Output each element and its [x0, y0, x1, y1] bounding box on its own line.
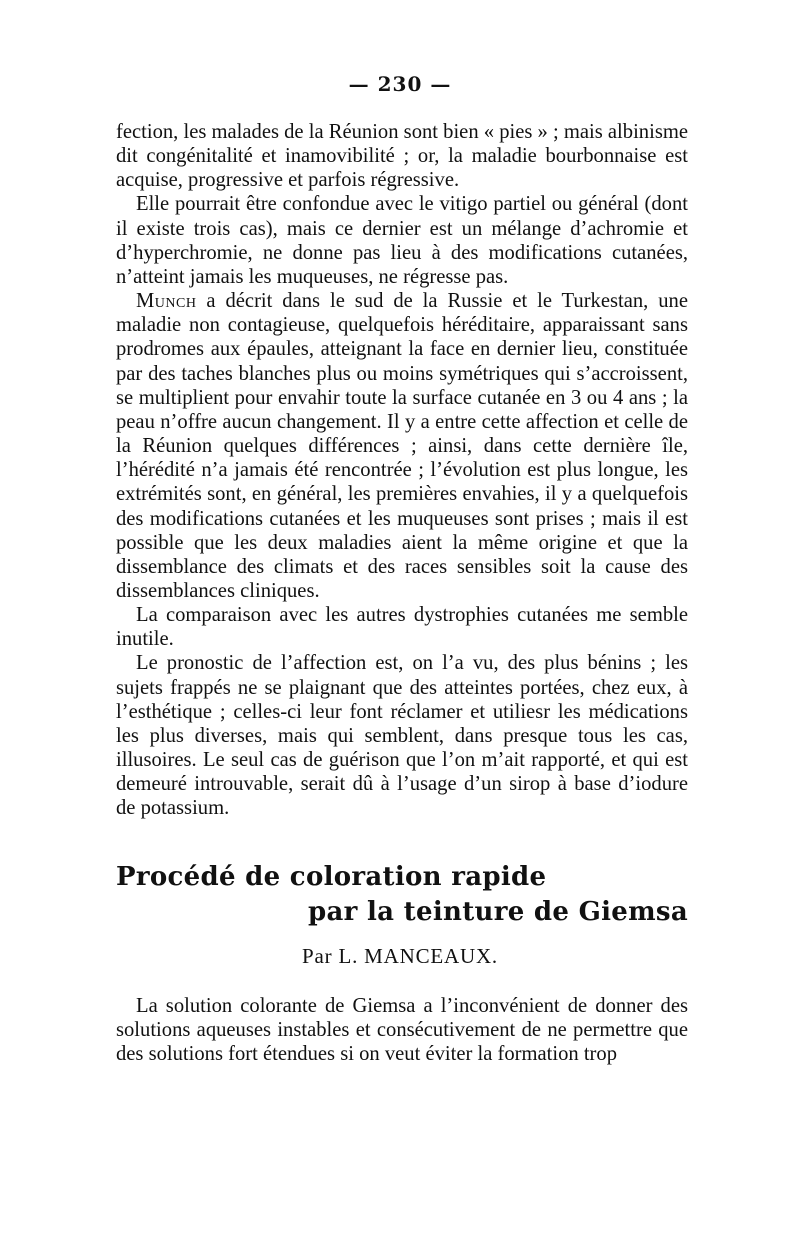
- paragraph-3: [116, 289, 688, 603]
- paragraph-4: La comparaison avec les autres dystrophies cutanées me semble inutile.: [116, 604, 688, 651]
- section-2-body: [116, 994, 688, 1066]
- section-1-body: [116, 120, 688, 821]
- paragraph-1: fection, les malades de la Réunion sont bien « pies » ; mais albinisme dit congénitalité et inamovibilité ; or, la maladie bourbonnaise est acquise, progressive et parfois régressive.: [116, 121, 688, 192]
- article-title-line-2: par la teinture de Giemsa: [308, 897, 688, 927]
- paragraph-6: La solution colorante de Giemsa a l’inconvénient de donner des solutions aqueuses instables et consécutivement de ne permettre que des solutions fort étendues si on veut éviter la formation trop: [116, 995, 688, 1066]
- author-name-munch: Munch: [136, 290, 197, 313]
- article-title-line-1: Procédé de coloration rapide: [116, 862, 547, 892]
- paragraph-3-text: a décrit dans le sud de la Russie et le Turkestan, une maladie non contagieuse, quelquefois héréditaire, apparaissant sans prodromes aux épaules, atteignant la face en dernier lieu, constituée par des taches blanches plus ou moins symétriques qui s’accroissent, se multiplient pour envahir toute la surface cutanée en 3 ou 4 ans ; la peau n’offre aucun changement. Il y a entre cette affection et celle de la Réunion quelques différences ; ainsi, dans cette dernière île, l’hérédité n’a jamais été rencontrée ; l’évolution est plus longue, les extrémités sont, en général, les premières envahies, il y a quelquefois des modifications cutanées et les muqueuses sont prises ; mais il est possible que les deux maladies aient la même origine et que la dissemblance des climats et des races sensibles soit la cause des dissemblances cliniques.: [116, 290, 688, 602]
- article-byline: Par L. MANCEAUX.: [302, 944, 498, 968]
- paragraph-2: Elle pourrait être confondue avec le vitigo partiel ou général (dont il existe trois cas), mais ce dernier est un mélange d’achromie et d’hyperchromie, ne donne pas lieu à des modifications cutanées, n’atteint jamais les muqueuses, ne régresse pas.: [116, 193, 688, 288]
- paragraph-5: Le pronostic de l’affection est, on l’a vu, des plus bénins ; les sujets frappés ne se plaignant que des atteintes portées, chez eux, à l’esthétique ; celles-ci leur font réclamer et utiliesr les médications les plus diverses, mais qui semblent, dans presque tous les cas, illusoires. Le seul cas de guérison que l’on m’ait rapporté, et qui est demeuré introuvable, serait dû à l’usage d’un sirop à base d’iodure de potassium.: [116, 652, 688, 820]
- page-number: — 230 —: [348, 72, 452, 96]
